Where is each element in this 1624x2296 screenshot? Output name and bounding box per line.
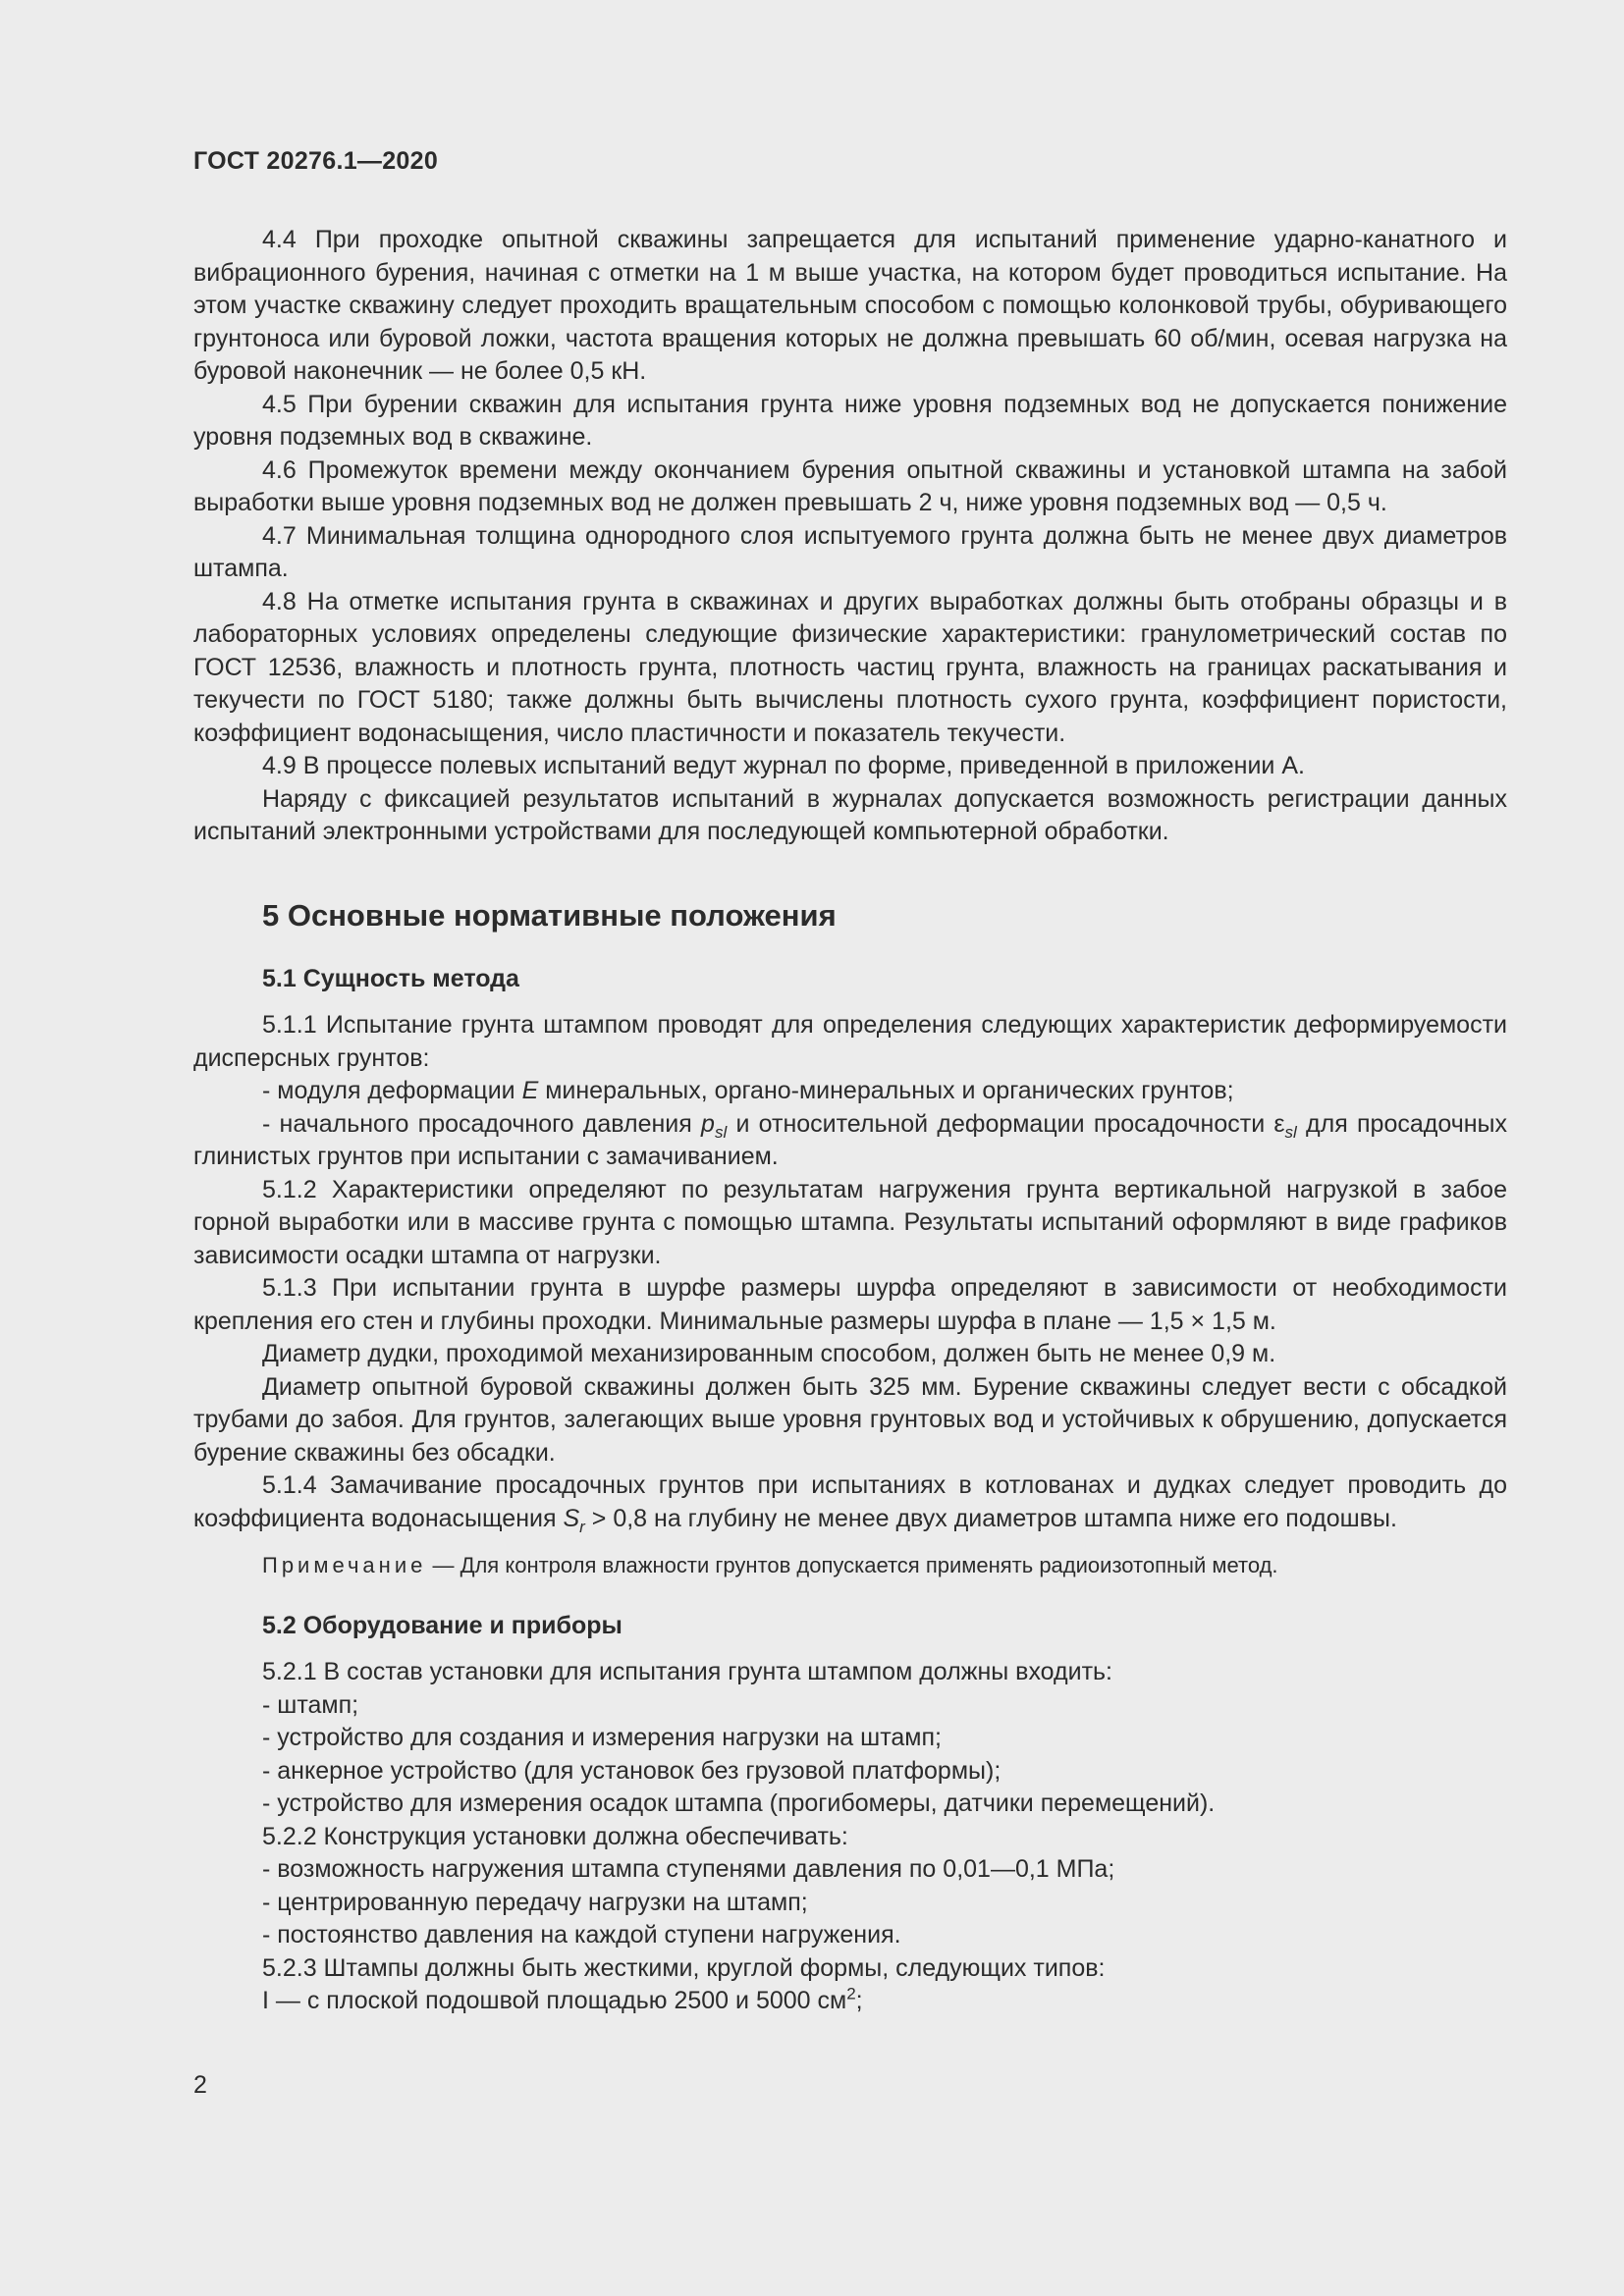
paragraph-5-2-3: 5.2.3 Штампы должны быть жесткими, круглой формы, следующих типов: bbox=[262, 1953, 1106, 1982]
paragraph-5-1-2: 5.1.2 Характеристики определяют по результатам нагружения грунта вертикальной нагрузкой в забое горной выработки или в массиве грунта с помощью штампа. Результаты испытаний оформляют в виде графиков зависимости осадки штампа от нагрузки. bbox=[193, 1175, 1507, 1269]
paragraph-5-2-2: 5.2.2 Конструкция установки должна обеспечивать: bbox=[262, 1822, 848, 1850]
stamp-type-i: I — с плоской подошвой площадью 2500 и 5000 $см^2$; bbox=[262, 1984, 863, 2014]
paragraph-4-8: 4.8 На отметке испытания грунта в скважинах и других выработках должны быть отобраны образцы и в лабораторных условиях определены следующие физические характеристики: гранулометрический состав по ГОСТ 12536, влажность и плотность грунта, плотность частиц грунта, влажность на границах раскатывания и текучести по ГОСТ 5180; также должны быть вычислены плотность сухого грунта, коэффициент пористости, коэффициент водонасыщения, число пластичности и показатель текучести. bbox=[193, 587, 1507, 747]
paragraph-4-6: 4.6 Промежуток времени между окончанием бурения опытной скважины и установкой штампа на забой выработки выше уровня подземных вод не должен превышать 2 ч, ниже уровня подземных вод — 0,5 ч. bbox=[193, 455, 1507, 516]
list-item: - центрированную передачу нагрузки на штамп; bbox=[262, 1888, 808, 1916]
list-item: - постоянство давления на каждой ступени нагружения. bbox=[262, 1921, 901, 1949]
list-item: - анкерное устройство (для установок без грузовой платформы); bbox=[262, 1756, 1001, 1785]
subsection-5-2-title: 5.2 Оборудование и приборы bbox=[262, 1611, 623, 1639]
section-5-title: 5 Основные нормативные положения bbox=[262, 897, 837, 933]
paragraph-4-4: 4.4 При проходке опытной скважины запрещается для испытаний применение ударно-канатного и вибрационного бурения, начиная с отметки на 1 м выше участка, на котором будет проводиться испытание. На этом участке скважину следует проходить вращательным способом с помощью колонковой трубы, обуривающего грунтоноса или буровой ложки, частота вращения которых не должна превышать 60 об/мин, осевая нагрузка на буровой наконечник — не более 0,5 кН. bbox=[193, 226, 1507, 385]
paragraph-4-9: 4.9 В процессе полевых испытаний ведут журнал по форме, приведенной в приложении А. bbox=[262, 752, 1305, 779]
list-item: - штамп; bbox=[262, 1690, 359, 1719]
note: Примечание — Для контроля влажности грунтов допускается применять радиоизотопный метод. bbox=[262, 1553, 1278, 1577]
paragraph-4-7: 4.7 Минимальная толщина однородного слоя испытуемого грунта должна быть не менее двух диаметров штампа. bbox=[193, 521, 1507, 582]
list-item: - устройство для создания и измерения нагрузки на штамп; bbox=[262, 1724, 942, 1751]
paragraph-5-1-3-borehole: Диаметр опытной буровой скважины должен быть 325 мм. Бурение скважины следует вести с обсадкой трубами до забоя. Для грунтов, залегающих выше уровня грунтовых вод и устойчивых к обрушению, допускается бурение скважины без обсадки. bbox=[193, 1372, 1507, 1467]
paragraph-5-1-1: 5.1.1 Испытание грунта штампом проводят для определения следующих характеристик деформируемости дисперсных грунтов: bbox=[193, 1011, 1507, 1072]
list-item-collapse-pressure: - начального просадочного давления $p_{sl}$ и относительной деформации просадочности $\varepsilon_{sl}$ для просадочных глинистых грунтов при испытании с замачиванием. bbox=[193, 1109, 1507, 1170]
list-item-modulus: - модуля деформации E минеральных, органо-минеральных и органических грунтов; bbox=[262, 1077, 1234, 1104]
list-item: - устройство для измерения осадок штампа (прогибомеры, датчики перемещений). bbox=[262, 1789, 1216, 1817]
paragraph-4-5: 4.5 При бурении скважин для испытания грунта ниже уровня подземных вод не допускается понижение уровня подземных вод в скважине. bbox=[193, 390, 1507, 451]
page-number: 2 bbox=[193, 2071, 207, 2099]
paragraph-4-9-continued: Наряду с фиксацией результатов испытаний в журналах допускается возможность регистрации данных испытаний электронными устройствами для последующей компьютерной обработки. bbox=[193, 784, 1507, 845]
subsection-5-1-title: 5.1 Сущность метода bbox=[262, 964, 519, 992]
paragraph-5-1-4: 5.1.4 Замачивание просадочных грунтов при испытаниях в котлованах и дудках следует проводить до коэффициента водонасыщения $S_r > 0,8$ на глубину не менее двух диаметров штампа ниже его подошвы. bbox=[193, 1471, 1507, 1536]
paragraph-5-2-1: 5.2.1 В состав установки для испытания грунта штампом должны входить: bbox=[262, 1658, 1113, 1685]
list-item: - возможность нагружения штампа ступенями давления по 0,01—0,1 МПа; bbox=[262, 1855, 1115, 1883]
paragraph-5-1-3-dudka: Диаметр дудки, проходимой механизированным способом, должен быть не менее 0,9 м. bbox=[262, 1340, 1276, 1367]
document-header: ГОСТ 20276.1—2020 bbox=[193, 147, 439, 175]
document-body bbox=[193, 224, 1507, 2018]
paragraph-5-1-3: 5.1.3 При испытании грунта в шурфе размеры шурфа определяют в зависимости от необходимости крепления его стен и глубины проходки. Минимальные размеры шурфа в плане — 1,5 × 1,5 м. bbox=[193, 1274, 1507, 1335]
